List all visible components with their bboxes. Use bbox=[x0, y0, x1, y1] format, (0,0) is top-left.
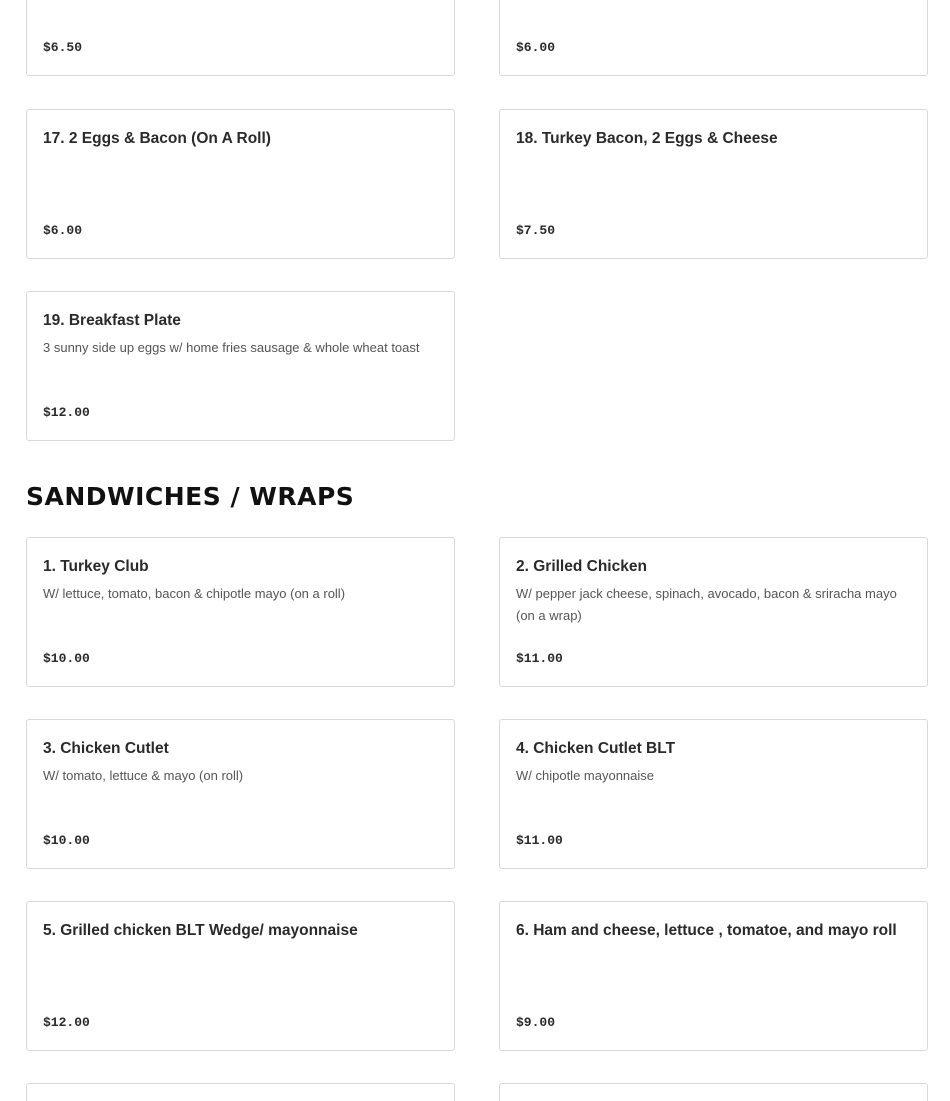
menu-item-card[interactable] bbox=[26, 719, 455, 869]
item-description: W/ chipotle mayonnaise bbox=[516, 768, 655, 783]
item-price: $12.00 bbox=[43, 1015, 90, 1030]
item-name: 6. Ham and cheese, lettuce , tomatoe, and mayo roll bbox=[516, 922, 897, 939]
item-name: 5. Grilled chicken BLT Wedge/ mayonnaise bbox=[43, 922, 358, 939]
item-description: W/ pepper jack cheese, spinach, avocado, bacon & sriracha mayo (on a wrap) bbox=[516, 586, 897, 623]
menu-item-card[interactable] bbox=[26, 291, 455, 441]
menu-item-card[interactable] bbox=[26, 1083, 455, 1101]
menu-item-card[interactable] bbox=[499, 901, 928, 1051]
item-price: $7.50 bbox=[516, 223, 556, 238]
item-name: 18. Turkey Bacon, 2 Eggs & Cheese bbox=[516, 130, 778, 147]
menu-item-card[interactable] bbox=[26, 0, 455, 76]
item-name: 2. Grilled Chicken bbox=[516, 558, 647, 575]
item-price: $6.00 bbox=[43, 223, 83, 238]
menu-item-card[interactable] bbox=[499, 537, 928, 687]
section-title: SANDWICHES / WRAPS bbox=[26, 482, 355, 511]
item-price: $9.00 bbox=[516, 1015, 556, 1030]
menu-item-card[interactable] bbox=[499, 1083, 928, 1101]
item-name: 19. Breakfast Plate bbox=[43, 312, 181, 329]
item-price: $6.50 bbox=[43, 40, 83, 55]
menu-item-card[interactable] bbox=[26, 901, 455, 1051]
item-price: $6.00 bbox=[516, 40, 556, 55]
item-price: $10.00 bbox=[43, 651, 90, 666]
item-name: 4. Chicken Cutlet BLT bbox=[516, 740, 676, 757]
item-description: W/ lettuce, tomato, bacon & chipotle mayo (on a roll) bbox=[43, 586, 346, 601]
item-price: $10.00 bbox=[43, 833, 90, 848]
item-price: $12.00 bbox=[43, 405, 90, 420]
menu-item-card[interactable] bbox=[26, 537, 455, 687]
item-name: 17. 2 Eggs & Bacon (On A Roll) bbox=[43, 130, 271, 147]
menu-item-card[interactable] bbox=[499, 109, 928, 259]
item-price: $11.00 bbox=[516, 833, 563, 848]
item-name: 1. Turkey Club bbox=[43, 558, 149, 575]
item-price: $11.00 bbox=[516, 651, 563, 666]
item-description: 3 sunny side up eggs w/ home fries sausage & whole wheat toast bbox=[43, 340, 420, 355]
item-name: 3. Chicken Cutlet bbox=[43, 740, 169, 757]
menu-item-card[interactable] bbox=[499, 719, 928, 869]
menu-item-card[interactable] bbox=[26, 109, 455, 259]
menu-item-card[interactable] bbox=[499, 0, 928, 76]
item-description: W/ tomato, lettuce & mayo (on roll) bbox=[43, 768, 244, 783]
